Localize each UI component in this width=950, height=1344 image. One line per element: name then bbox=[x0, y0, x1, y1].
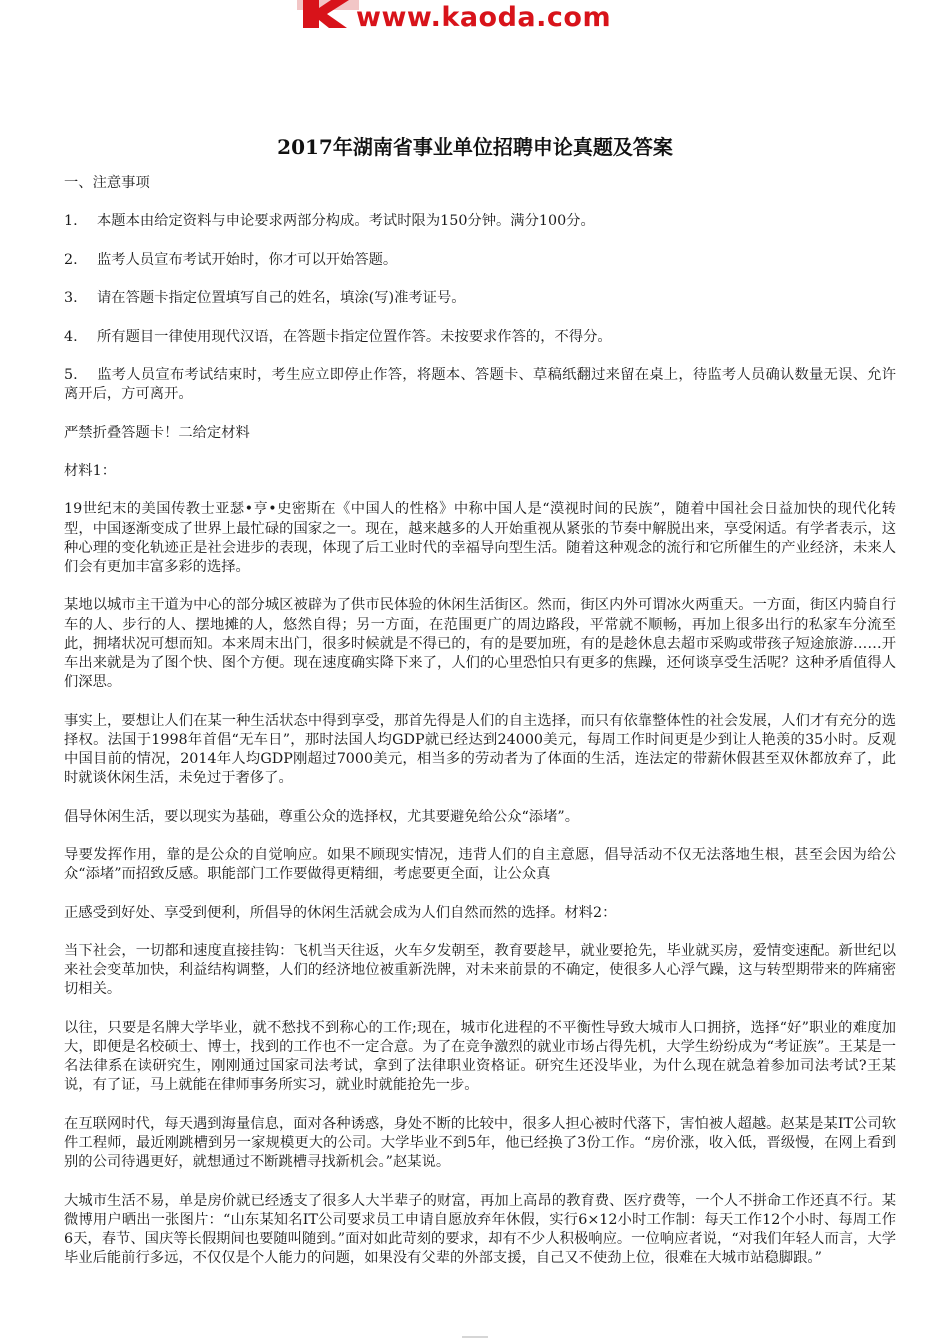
notice-text: 所有题目一律使用现代汉语，在答题卡指定位置作答。未按要求作答的，不得分。 bbox=[97, 328, 612, 345]
notice-number: 5. bbox=[64, 366, 78, 383]
paragraph: 材料1： bbox=[64, 462, 116, 479]
site-url[interactable]: www.kaoda.com bbox=[356, 2, 612, 33]
notice-text: 请在答题卡指定位置填写自己的姓名，填涂(写)准考证号。 bbox=[97, 290, 466, 307]
notice-number: 1. bbox=[64, 213, 78, 230]
notice-number: 3. bbox=[64, 290, 78, 307]
page-footer-mark bbox=[462, 1336, 488, 1338]
paragraph: 事实上，要想让人们在某一种生活状态中得到享受，那首先得是人们的自主选择，而只有依靠整体性的社会发展，人们才有充分的选择权。法国于1998年首倡“无车日”，那时法国人均GDP就已经达到24000美元，每周工作时间更是少到让人艳羡的35小时。反观中国目前的情况，2014年人均GDP刚超过7000美元，相当多的劳动者为了体面的生活，连法定的带薪休假甚至双休都放弃了，此时就谈休闲生活，未免过于奢侈了。 bbox=[64, 712, 896, 787]
notice-item bbox=[64, 328, 896, 347]
notice-text: 监考人员宣布考试结束时，考生应立即停止作答，将题本、答题卡、草稿纸翻过来留在桌上，待监考人员确认数量无误、允许离开后，方可离开。 bbox=[64, 366, 896, 403]
paragraph: 导要发挥作用，靠的是公众的自觉响应。如果不顾现实情况，违背人们的自主意愿，倡导活动不仅无法落地生根，甚至会因为给公众“添堵”而招致反感。职能部门工作要做得更精细，考虑要更全面，让公众真 bbox=[64, 846, 896, 883]
notice-item bbox=[64, 212, 896, 231]
document-body bbox=[64, 174, 896, 1288]
notice-item bbox=[64, 251, 896, 270]
section-heading: 一、注意事项 bbox=[64, 175, 150, 191]
paragraph: 倡导休闲生活，要以现实为基础，尊重公众的选择权，尤其要避免给公众“添堵”。 bbox=[64, 808, 580, 825]
site-logo[interactable] bbox=[0, 0, 950, 44]
paragraph: 正感受到好处、享受到便利，所倡导的休闲生活就会成为人们自然而然的选择。材料2： bbox=[64, 904, 617, 921]
kaoda-logo-icon bbox=[297, 0, 359, 28]
notice-item bbox=[64, 289, 896, 308]
notice-text: 本题本由给定资料与申论要求两部分构成。考试时限为150分钟。满分100分。 bbox=[97, 213, 595, 230]
notice-number: 4. bbox=[64, 328, 78, 345]
paragraph: 大城市生活不易，单是房价就已经透支了很多人大半辈子的财富，再加上高昂的教育费、医疗费等，一个人不拼命工作还真不行。某微博用户晒出一张图片：“山东某知名IT公司要求员工申请自愿放弃年休假，实行6×12小时工作制：每天工作12个小时、每周工作6天，春节、国庆等长假期间也要随叫随到。”面对如此苛刻的要求，却有不少人积极响应。一位响应者说，“对我们年轻人而言，大学毕业后能前行多远，不仅仅是个人能力的问题，如果没有父辈的外部支援，自己又不使劲上位，很难在大城市站稳脚跟。” bbox=[64, 1192, 896, 1267]
document-title: 2017年湖南省事业单位招聘申论真题及答案 bbox=[277, 135, 673, 159]
paragraph: 以往，只要是名牌大学毕业，就不愁找不到称心的工作;现在，城市化进程的不平衡性导致大城市人口拥挤，选择“好”职业的难度加大，即便是名校硕士、博士，找到的工作也不一定合意。为了在竞争激烈的就业市场占得先机，大学生纷纷成为“考证族”。王某是一名法律系在读研究生，刚刚通过国家司法考试，拿到了法律职业资格证。研究生还没毕业，为什么现在就急着参加司法考试?王某说，有了证，马上就能在律师事务所实习，就业时就能抢先一步。 bbox=[64, 1019, 896, 1094]
paragraph: 严禁折叠答题卡！二给定材料 bbox=[64, 424, 250, 441]
paragraph: 某地以城市主干道为中心的部分城区被辟为了供市民体验的休闲生活街区。然而，街区内外可谓冰火两重天。一方面，街区内骑自行车的人、步行的人、摆地摊的人，悠然自得；另一方面，在范围更广的周边路段，平常就不顺畅，再加上很多出行的私家车分流至此，拥堵状况可想而知。本来周末出门，很多时候就是不得已的，有的是要加班，有的是趁休息去超市采购或带孩子短途旅游……开车出来就是为了图个快、图个方便。现在速度确实降下来了，人们的心里恐怕只有更多的焦躁，还何谈享受生活呢？这种矛盾值得人们深思。 bbox=[64, 597, 896, 691]
notice-number: 2. bbox=[64, 251, 78, 268]
paragraph: 在互联网时代，每天遇到海量信息，面对各种诱惑，身处不断的比较中，很多人担心被时代落下，害怕被人超越。赵某是某IT公司软件工程师，最近刚跳槽到另一家规模更大的公司。大学毕业不到5年，他已经换了3份工作。“房价涨，收入低，晋级慢，在网上看到别的公司待遇更好，就想通过不断跳槽寻找新机会。”赵某说。 bbox=[64, 1115, 896, 1171]
paragraph: 当下社会，一切都和速度直接挂钩：飞机当天往返，火车夕发朝至，教育要趁早，就业要抢先，毕业就买房，爱情变速配。新世纪以来社会变革加快，利益结构调整，人们的经济地位被重新洗牌，对未来前景的不确定，使很多人心浮气躁，这与转型期带来的阵痛密切相关。 bbox=[64, 942, 896, 998]
paragraph: 19世纪末的美国传教士亚瑟•亨•史密斯在《中国人的性格》中称中国人是“漠视时间的民族”，随着中国社会日益加快的现代化转型，中国逐渐变成了世界上最忙碌的国家之一。现在，越来越多的人开始重视从紧张的节奏中解脱出来，享受闲适。有学者表示，这种心理的变化轨迹正是社会进步的表现，体现了后工业时代的幸福导向型生活。随着这种观念的流行和它所催生的产业经济，未来人们会有更加丰富多彩的选择。 bbox=[64, 501, 896, 575]
notice-text: 监考人员宣布考试开始时，你才可以开始答题。 bbox=[97, 251, 398, 268]
notice-item bbox=[64, 366, 896, 404]
